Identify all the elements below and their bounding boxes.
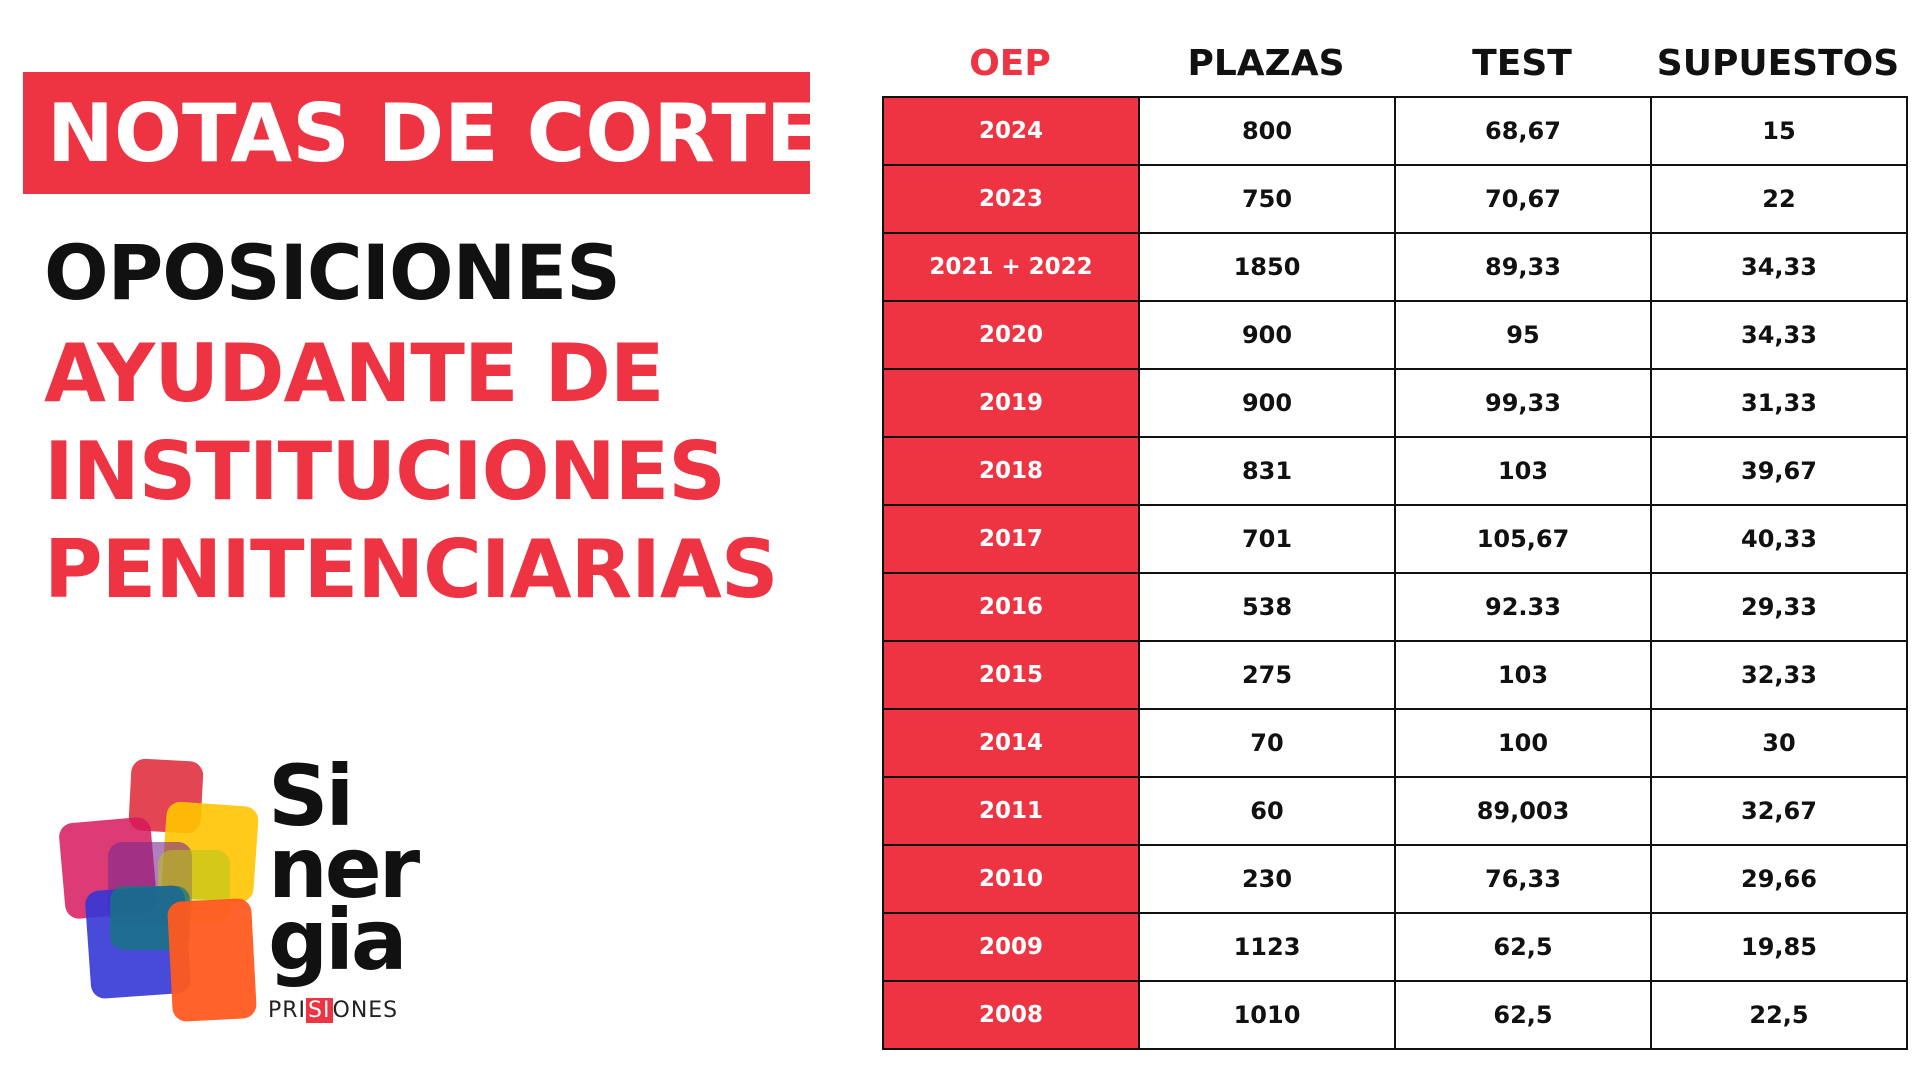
supuestos-cell: 32,33 [1651, 641, 1907, 709]
supuestos-cell: 30 [1651, 709, 1907, 777]
logo-word-ner: ner [268, 819, 418, 917]
logo-tagline-part: ONES [332, 998, 399, 1023]
plazas-cell: 275 [1139, 641, 1395, 709]
test-cell: 100 [1395, 709, 1651, 777]
oep-cell: 2008 [883, 981, 1139, 1049]
supuestos-cell: 40,33 [1651, 505, 1907, 573]
supuestos-cell: 32,67 [1651, 777, 1907, 845]
plazas-cell: 1010 [1139, 981, 1395, 1049]
cutoff-scores-table [882, 30, 1908, 1050]
page-title: NOTAS DE CORTE [47, 86, 821, 180]
plazas-cell: 60 [1139, 777, 1395, 845]
headline-line: AYUDANTE DE [44, 327, 664, 420]
table-body [882, 96, 1908, 1050]
table-row [883, 165, 1907, 233]
supuestos-cell: 19,85 [1651, 913, 1907, 981]
table-row [883, 505, 1907, 573]
test-cell: 89,003 [1395, 777, 1651, 845]
oep-cell: 2015 [883, 641, 1139, 709]
logo-word-gia: gia [268, 891, 405, 989]
table-row [883, 777, 1907, 845]
table-row [883, 845, 1907, 913]
table-row [883, 97, 1907, 165]
table-row [883, 369, 1907, 437]
oep-cell: 2017 [883, 505, 1139, 573]
supuestos-cell: 29,33 [1651, 573, 1907, 641]
headline [44, 325, 784, 619]
oep-cell: 2009 [883, 913, 1139, 981]
test-cell: 89,33 [1395, 233, 1651, 301]
test-cell: 95 [1395, 301, 1651, 369]
test-cell: 103 [1395, 437, 1651, 505]
table-row [883, 301, 1907, 369]
supuestos-cell: 22 [1651, 165, 1907, 233]
headline-line: PENITENCIARIAS [44, 523, 778, 616]
oep-cell: 2016 [883, 573, 1139, 641]
supuestos-cell: 15 [1651, 97, 1907, 165]
sinergia-logo [58, 747, 438, 1040]
plazas-cell: 1850 [1139, 233, 1395, 301]
column-header-plazas: PLAZAS [1187, 42, 1345, 84]
table-row [883, 709, 1907, 777]
logo-tagline-highlight: SI [308, 998, 331, 1023]
plazas-cell: 70 [1139, 709, 1395, 777]
oep-cell: 2023 [883, 165, 1139, 233]
plazas-cell: 230 [1139, 845, 1395, 913]
table-row [883, 233, 1907, 301]
title-banner [23, 72, 821, 194]
supuestos-cell: 22,5 [1651, 981, 1907, 1049]
test-cell: 62,5 [1395, 981, 1651, 1049]
plazas-cell: 900 [1139, 369, 1395, 437]
column-header-test: TEST [1472, 42, 1572, 84]
logo-tagline [268, 998, 398, 1023]
plazas-cell: 701 [1139, 505, 1395, 573]
test-cell: 68,67 [1395, 97, 1651, 165]
plazas-cell: 900 [1139, 301, 1395, 369]
oep-cell: 2010 [883, 845, 1139, 913]
oep-cell: 2011 [883, 777, 1139, 845]
supuestos-cell: 31,33 [1651, 369, 1907, 437]
subtitle: OPOSICIONES [44, 228, 620, 317]
table-header [882, 30, 1908, 96]
test-cell: 92.33 [1395, 573, 1651, 641]
oep-cell: 2018 [883, 437, 1139, 505]
table-row [883, 981, 1907, 1049]
plazas-cell: 1123 [1139, 913, 1395, 981]
supuestos-cell: 29,66 [1651, 845, 1907, 913]
oep-cell: 2019 [883, 369, 1139, 437]
test-cell: 103 [1395, 641, 1651, 709]
logo-square-orange [167, 898, 257, 1022]
supuestos-cell: 34,33 [1651, 233, 1907, 301]
table-row [883, 641, 1907, 709]
oep-cell: 2014 [883, 709, 1139, 777]
test-cell: 105,67 [1395, 505, 1651, 573]
oep-cell: 2020 [883, 301, 1139, 369]
oep-cell: 2024 [883, 97, 1139, 165]
logo-tagline-part: PRI [268, 998, 307, 1023]
test-cell: 70,67 [1395, 165, 1651, 233]
plazas-cell: 750 [1139, 165, 1395, 233]
test-cell: 76,33 [1395, 845, 1651, 913]
supuestos-cell: 39,67 [1651, 437, 1907, 505]
column-header-oep: OEP [969, 42, 1051, 84]
test-cell: 62,5 [1395, 913, 1651, 981]
plazas-cell: 831 [1139, 437, 1395, 505]
table-row [883, 573, 1907, 641]
plazas-cell: 800 [1139, 97, 1395, 165]
headline-line: INSTITUCIONES [44, 425, 725, 518]
test-cell: 99,33 [1395, 369, 1651, 437]
supuestos-cell: 34,33 [1651, 301, 1907, 369]
table-row [883, 913, 1907, 981]
logo-word-si: Si [268, 747, 352, 845]
column-header-supuestos: SUPUESTOS [1656, 42, 1900, 84]
plazas-cell: 538 [1139, 573, 1395, 641]
oep-cell: 2021 + 2022 [883, 233, 1139, 301]
table-row [883, 437, 1907, 505]
